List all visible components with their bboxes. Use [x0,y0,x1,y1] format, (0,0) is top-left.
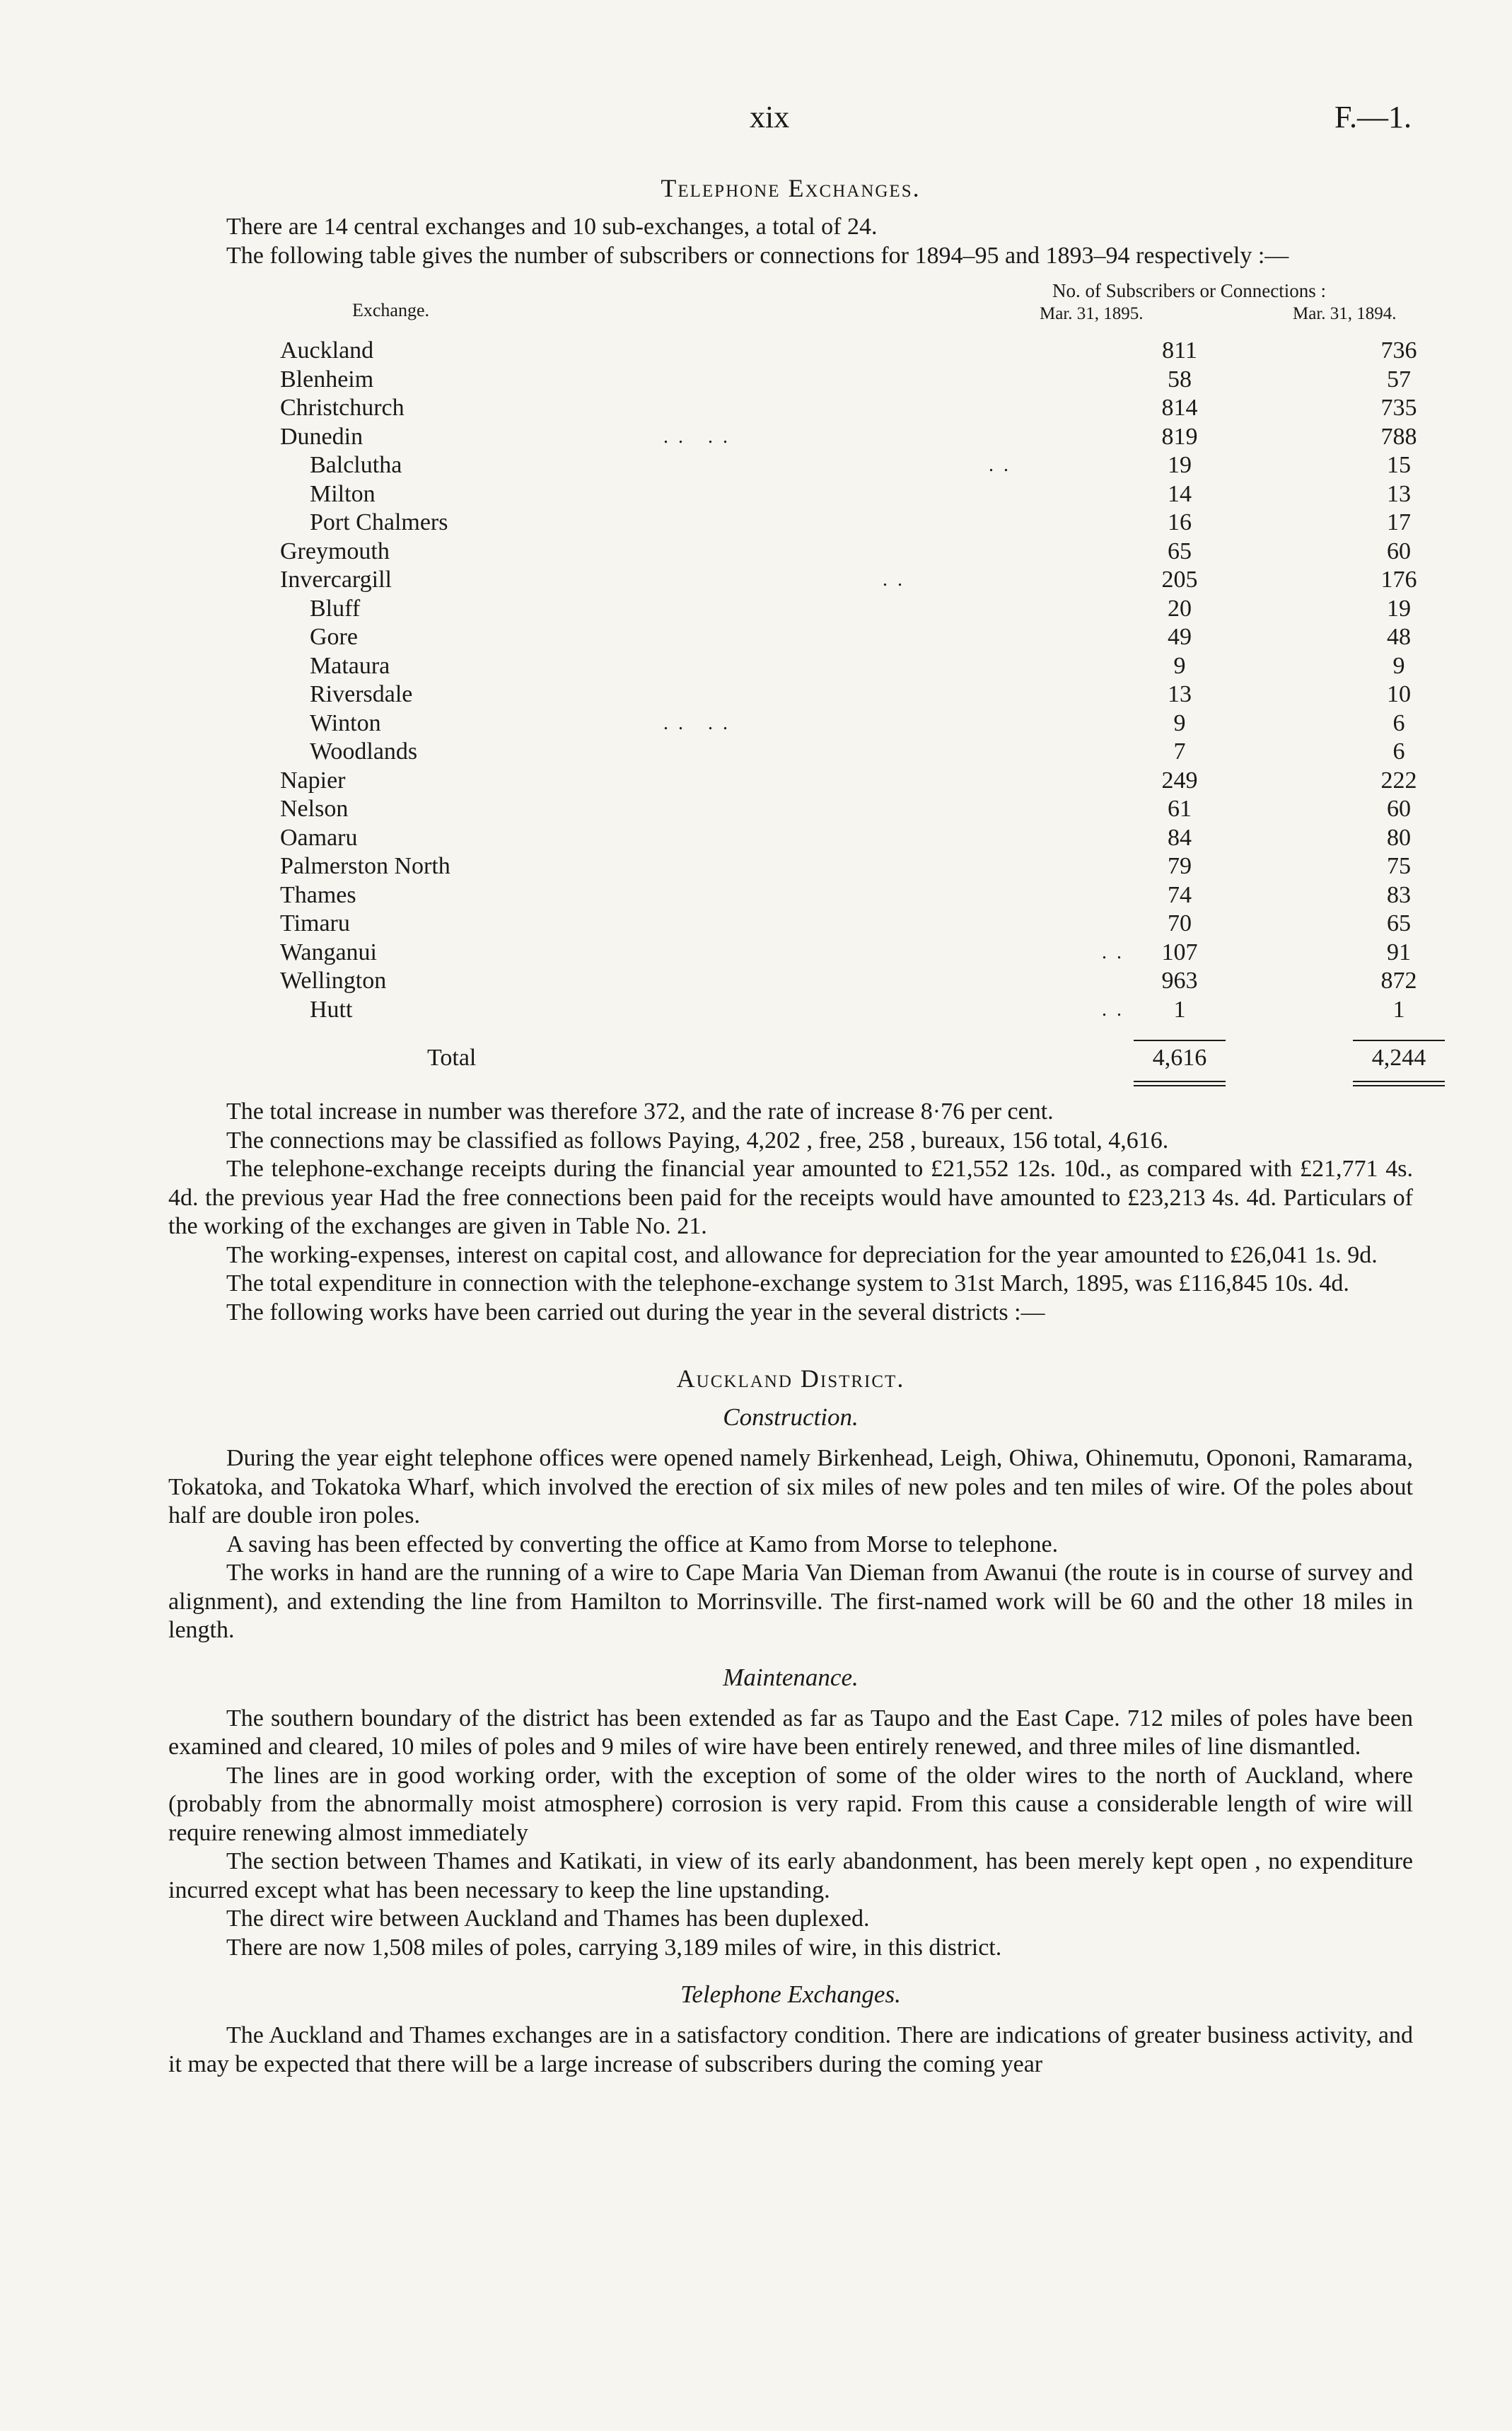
leader-dots: .. .. [663,712,738,734]
value-1895: 20 [1168,595,1192,622]
exchange-name: Wanganui [280,939,377,965]
value-1894: 222 [1380,767,1417,794]
paragraph: The total increase in number was therefore 372, and the rate of increase 8·76 per cent. [226,1098,1054,1125]
value-1895: 58 [1168,366,1192,393]
rule [1353,1040,1445,1041]
subheading-maintenance: Maintenance. [723,1663,859,1691]
rule [1134,1040,1226,1041]
exchange-name: Milton [310,480,376,507]
paragraph: The Auckland and Thames exchanges are in a satisfactory condition. There are indications of greater business activity, and it may be expected that there will be a large increase of subscribers during the coming year [168,2022,1413,2077]
table-row [168,623,1413,652]
value-1894: 48 [1387,624,1411,650]
value-1894: 83 [1387,881,1411,908]
value-1895: 49 [1168,624,1192,650]
paragraph: There are 14 central exchanges and 10 sub-exchanges, a total of 24. [226,214,878,240]
value-1894: 176 [1380,567,1417,593]
value-1895: 79 [1168,853,1192,879]
exchange-name: Palmerston North [280,853,450,879]
paragraph: The telephone-exchange receipts during the financial year amounted to £21,552 12s. 10d., as compared with £21,771 4s. 4d. the previous year Had the free connections been paid for the receipts would have amounted to £23,213 4s. 4d. Particulars of the working of the exchanges are given in Table No. 21. [168,1156,1413,1239]
table-row [168,423,1417,452]
leader-dots: .. [1102,941,1132,963]
table-row [168,595,1413,624]
value-1894: 15 [1387,452,1411,478]
value-1894: 57 [1387,366,1411,393]
paragraph: The following works have been carried out during the year in the several districts :— [226,1299,1045,1325]
exchange-name: Dunedin [280,423,364,450]
page-number: xix [750,100,790,134]
total-1895: 4,616 [1152,1045,1207,1071]
value-1895: 16 [1168,509,1192,535]
value-1894: 9 [1392,652,1405,679]
value-1894: 6 [1392,709,1405,736]
value-1894: 80 [1387,824,1411,851]
table-row [168,480,1413,509]
exchange-name: Auckland [280,337,374,364]
value-1894: 17 [1387,509,1411,535]
table-row [168,394,1417,423]
column-group-title: No. of Subscribers or Connections : [1052,280,1326,301]
value-1894: 6 [1392,738,1405,765]
value-1894: 872 [1380,968,1417,994]
total-1894: 4,244 [1371,1045,1426,1071]
value-1895: 7 [1173,738,1186,765]
table-row [168,680,1413,709]
table-row [168,852,1413,881]
exchange-name: Nelson [280,796,349,822]
value-1895: 13 [1168,681,1192,707]
value-1894: 60 [1387,796,1411,822]
subheading-construction: Construction. [723,1403,859,1431]
paragraph: The connections may be classified as follows Paying, 4,202 , free, 258 , bureaux, 156 total, 4,616. [226,1127,1169,1154]
value-1895: 107 [1161,939,1198,965]
exchange-name: Thames [280,881,356,908]
table-row [168,939,1413,968]
value-1895: 14 [1168,480,1192,507]
value-1895: 819 [1161,423,1198,450]
subheading-telephone-exchanges: Telephone Exchanges. [680,1980,901,2008]
paragraph: The direct wire between Auckland and Thames has been duplexed. [226,1905,870,1932]
paragraph: The section between Thames and Katikati, in view of its early abandonment, has been merely kept open , no expenditure incurred except what has been necessary to keep the line upstanding. [168,1848,1413,1903]
paragraph: The working-expenses, interest on capital cost, and allowance for depreciation for the year amounted to £26,041 1s. 9d. [226,1241,1378,1268]
table-row [168,795,1413,824]
table-row [168,509,1413,538]
value-1894: 60 [1387,538,1411,564]
table-row [168,996,1413,1025]
value-1895: 9 [1173,652,1186,679]
value-1894: 13 [1387,480,1411,507]
column-header-1894: Mar. 31, 1894. [1293,304,1397,323]
paragraph: The southern boundary of the district has been extended as far as Taupo and the East Cape. 712 miles of poles have been examined and cleared, 10 miles of poles and 9 miles of wire have been entirely renewed, and three miles of line dismantled. [168,1705,1413,1760]
value-1894: 736 [1380,337,1417,364]
value-1894: 788 [1380,423,1417,450]
exchange-name: Mataura [310,652,390,679]
table-row [168,910,1413,939]
leader-dots: .. [989,454,1018,476]
exchange-name: Invercargill [280,567,392,593]
table-row [168,566,1417,595]
document-code: F.—1. [1334,100,1412,134]
table-row [168,366,1413,395]
value-1894: 91 [1387,939,1411,965]
value-1894: 65 [1387,910,1411,936]
value-1895: 249 [1161,767,1198,794]
table-row [168,967,1417,996]
paragraph: The works in hand are the running of a wire to Cape Maria Van Dieman from Awanui (the route is in course of survey and alignment), and extending the line from Hamilton to Morrinsville. The first-named work will be 60 and the other 18 miles in length. [168,1560,1413,1643]
total-label: Total [427,1045,477,1071]
table-row [168,738,1413,767]
paragraph: A saving has been effected by converting the office at Kamo from Morse to telephone. [226,1531,1059,1557]
table-row [168,337,1417,366]
value-1895: 963 [1161,968,1198,994]
value-1895: 84 [1168,824,1192,851]
value-1895: 61 [1168,796,1192,822]
leader-dots: .. [1102,998,1132,1021]
exchange-name: Riversdale [310,681,413,707]
value-1894: 735 [1380,395,1417,421]
rule [1353,1085,1445,1086]
paragraph: The following table gives the number of subscribers or connections for 1894–95 and 1893–94 respectively :— [226,242,1289,269]
exchange-name: Woodlands [310,738,418,765]
value-1895: 205 [1161,567,1198,593]
table-total-row [168,1038,1426,1085]
table-header [168,279,1413,337]
leader-dots: .. .. [663,425,738,448]
paragraph: The total expenditure in connection with the telephone-exchange system to 31st March, 1895, was £116,845 10s. 4d. [226,1270,1349,1296]
leader-dots: .. [883,569,912,591]
section-heading-telephone-exchanges: Telephone Exchanges. [661,174,921,202]
exchange-name: Napier [280,767,346,794]
table-row [168,652,1413,681]
value-1895: 811 [1162,337,1197,364]
value-1895: 1 [1173,996,1186,1023]
exchange-name: Oamaru [280,824,358,851]
exchange-name: Christchurch [280,395,405,421]
paragraph: There are now 1,508 miles of poles, carrying 3,189 miles of wire, in this district. [226,1934,1002,1961]
paragraph: The lines are in good working order, with the exception of some of the older wires to the north of Auckland, where (probably from the abnormally moist atmosphere) corrosion is very rapid. From this cause a considerable length of wire will require renewing almost immediately [168,1762,1413,1846]
value-1895: 9 [1173,709,1186,736]
column-header-1895: Mar. 31, 1895. [1040,304,1144,323]
exchange-name: Hutt [310,996,353,1023]
rule [1134,1085,1226,1086]
body-text [168,173,1426,2079]
running-head [0,99,1512,141]
exchange-name: Gore [310,624,358,650]
value-1894: 10 [1387,681,1411,707]
table-row [168,881,1413,910]
value-1894: 75 [1387,853,1411,879]
rule [1134,1081,1226,1082]
value-1894: 19 [1387,595,1411,622]
table-row [168,767,1417,796]
paragraph: During the year eight telephone offices were opened namely Birkenhead, Leigh, Ohiwa, Ohinemutu, Opononi, Ramarama, Tokatoka, and Tokatoka Wharf, which involved the erection of six miles of new poles and ten miles of wire. Of the poles about half are double iron poles. [168,1445,1413,1528]
exchange-name: Bluff [310,595,361,622]
table-row [168,538,1413,567]
value-1894: 1 [1392,996,1405,1023]
table-row [168,824,1413,853]
section-heading-auckland-district: Auckland District. [676,1364,905,1393]
column-header-exchange: Exchange. [352,300,430,320]
subscribers-table [168,279,1426,1085]
table-body [168,337,1417,1024]
exchange-name: Blenheim [280,366,374,393]
exchange-name: Greymouth [280,538,390,564]
rule [1353,1081,1445,1082]
exchange-name: Timaru [280,910,350,936]
exchange-name: Balclutha [310,452,402,478]
value-1895: 70 [1168,910,1192,936]
table-row [168,451,1413,480]
exchange-name: Wellington [280,968,387,994]
value-1895: 74 [1168,881,1192,908]
value-1895: 814 [1161,395,1198,421]
exchange-name: Port Chalmers [310,509,448,535]
value-1895: 65 [1168,538,1192,564]
value-1895: 19 [1168,452,1192,478]
table-row [168,709,1413,738]
exchange-name: Winton [310,709,381,736]
